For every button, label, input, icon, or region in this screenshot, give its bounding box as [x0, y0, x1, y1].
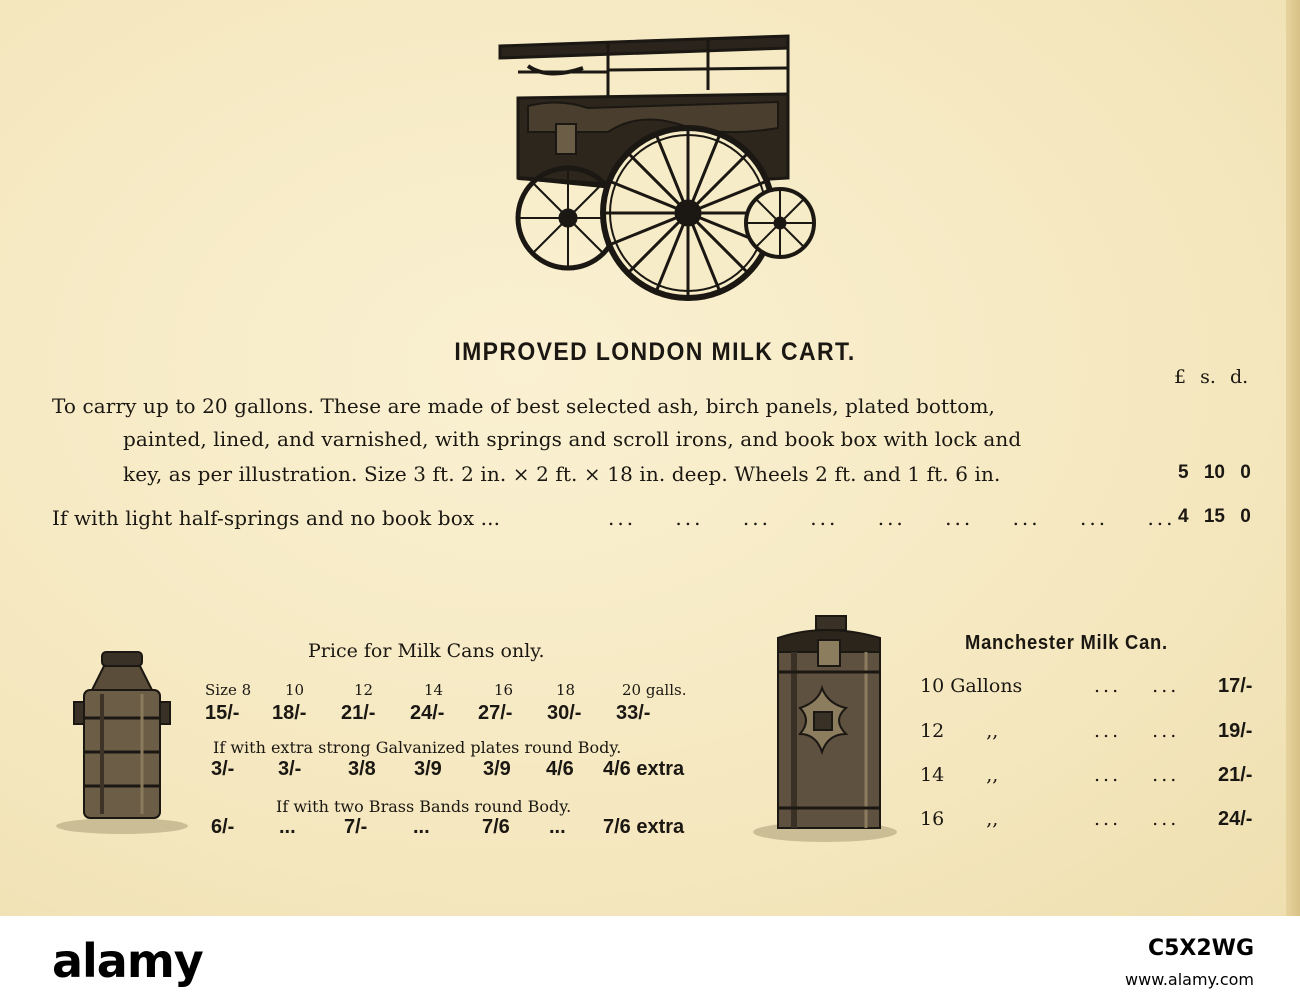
cart-price: 5 10 0 — [1178, 462, 1251, 483]
manchester-price: 17/- — [1218, 675, 1253, 697]
alt-option-label: If with light half-springs and no book box ... — [52, 506, 501, 530]
footer-url[interactable]: www.alamy.com — [1125, 970, 1254, 989]
manchester-leader: ... ... — [1094, 720, 1180, 742]
milk-churn-illustration — [52, 646, 192, 836]
galvanized-note: If with extra strong Galvanized plates round Body. — [213, 738, 622, 757]
manchester-size: 10 Gallons — [920, 675, 1023, 697]
brass-price: 6/- — [211, 816, 235, 838]
alt-option-leader: ... ... ... ... ... ... ... ... ... — [608, 506, 1176, 530]
size-cell: 16 — [494, 681, 514, 699]
size-cell: 20 galls. — [622, 681, 687, 699]
galvanized-price: 3/8 — [348, 758, 376, 780]
brass-price: ... — [549, 816, 566, 838]
alt-option-price: 4 15 0 — [1178, 506, 1251, 527]
galvanized-price: 3/9 — [414, 758, 442, 780]
description-line-3: key, as per illustration. Size 3 ft. 2 in. × 2 ft. × 18 in. deep. Wheels 2 ft. and 1 ft. 6 in. — [123, 462, 1001, 486]
manchester-can-illustration — [750, 612, 900, 844]
manchester-size: 12 ,, — [920, 720, 999, 742]
size-cell: 14 — [424, 681, 444, 699]
price-cell: 24/- — [410, 702, 445, 724]
price-cell: 18/- — [272, 702, 307, 724]
manchester-leader: ... ... — [1094, 764, 1180, 786]
manchester-price: 19/- — [1218, 720, 1253, 742]
size-cell: 18 — [556, 681, 576, 699]
description-line-1: To carry up to 20 gallons. These are made of best selected ash, birch panels, plated bottom, — [52, 394, 995, 418]
galvanized-price: 3/- — [211, 758, 235, 780]
price-cell: 33/- — [616, 702, 651, 724]
description-line-2: painted, lined, and varnished, with springs and scroll irons, and book box with lock and — [123, 427, 1022, 451]
manchester-size: 16 ,, — [920, 808, 999, 830]
stock-footer — [0, 916, 1300, 1006]
price-cell: 21/- — [341, 702, 376, 724]
price-cell: 30/- — [547, 702, 582, 724]
size-cell: 12 — [354, 681, 374, 699]
manchester-size: 14 ,, — [920, 764, 999, 786]
galvanized-price: 4/6 extra — [603, 758, 685, 780]
galvanized-price: 3/9 — [483, 758, 511, 780]
brass-price: 7/6 — [482, 816, 510, 838]
alamy-logo: alamy — [52, 934, 203, 988]
galvanized-price: 3/- — [278, 758, 302, 780]
manchester-heading: Manchester Milk Can. — [965, 632, 1168, 654]
manchester-leader: ... ... — [1094, 808, 1180, 830]
galvanized-price: 4/6 — [546, 758, 574, 780]
milk-cart-illustration — [488, 28, 828, 308]
milk-cans-heading: Price for Milk Cans only. — [308, 640, 545, 662]
cart-title: IMPROVED LONDON MILK CART. — [454, 338, 856, 366]
price-cell: 15/- — [205, 702, 240, 724]
brass-price: 7/6 extra — [603, 816, 685, 838]
manchester-leader: ... ... — [1094, 675, 1180, 697]
manchester-price: 21/- — [1218, 764, 1253, 786]
brass-price: ... — [413, 816, 430, 838]
price-cell: 27/- — [478, 702, 513, 724]
size-cell: 10 — [285, 681, 305, 699]
currency-header: £ s. d. — [1174, 366, 1249, 388]
brass-price: 7/- — [344, 816, 368, 838]
image-id: C5X2WG — [1147, 936, 1254, 961]
brass-note: If with two Brass Bands round Body. — [276, 797, 572, 816]
page-edge — [1286, 0, 1300, 916]
size-cell: Size 8 — [205, 681, 252, 699]
manchester-price: 24/- — [1218, 808, 1253, 830]
brass-price: ... — [279, 816, 296, 838]
